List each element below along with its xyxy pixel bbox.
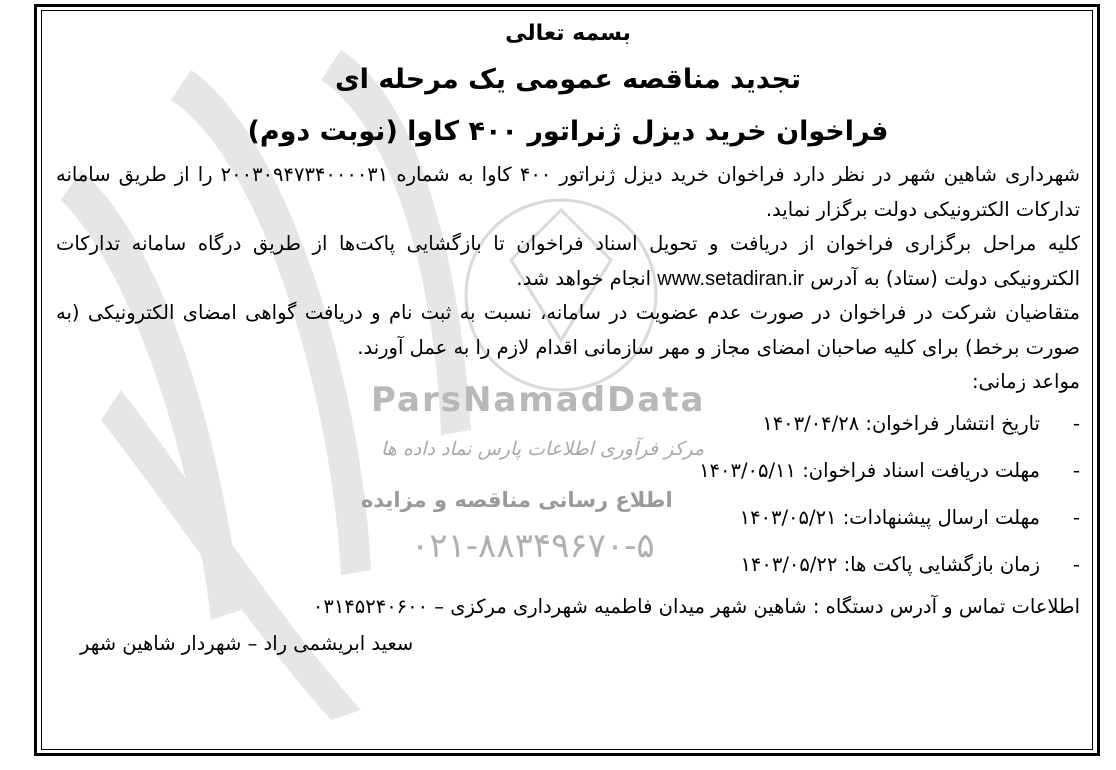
intro-paragraph: شهرداری شاهین شهر در نظر دارد فراخوان خرید دیزل ژنراتور ۴۰۰ کاوا به شماره ۲۰۰۳۰۹۴۷۳۴۰۰۰۰۳۱ را از طریق سامانه تدارکات الکترونیکی دولت برگزار نماید.: [56, 163, 1080, 221]
watermark-brand: ParsNamadData: [371, 380, 706, 420]
process-paragraph: [56, 227, 1080, 296]
signature: سعید ابریشمی راد – شهردار شاهین شهر: [80, 631, 414, 655]
list-dash: -: [1072, 552, 1080, 576]
deadlines-heading: مواعد زمانی:: [971, 370, 1080, 393]
bismillah-heading: بسمه تعالی: [505, 21, 631, 46]
deadlines-list: [56, 400, 1080, 588]
list-dash: -: [1072, 505, 1080, 529]
tender-title: فراخوان خرید دیزل ژنراتور ۴۰۰ کاوا (نوبت دوم): [247, 116, 889, 147]
process-text: کلیه مراحل برگزاری فراخوان از دریافت و تحویل اسناد فراخوان تا بازگشایی پاکت‌ها از طریق درگاه سامانه تدارکات الکترونیکی دولت (ستاد) به آدرس: [56, 232, 1080, 290]
setad-link[interactable]: www.setadiran.ir: [657, 267, 805, 290]
watermark-line1: مرکز فرآوری اطلاعات پارس نماد داده ها: [381, 438, 705, 460]
deadline-item: [56, 447, 1080, 494]
deadline-text: تاریخ انتشار فراخوان: ۱۴۰۳/۰۴/۲۸: [762, 411, 1040, 435]
list-dash: -: [1072, 411, 1080, 435]
watermark-line2: اطلاع رسانی مناقصه و مزایده: [361, 488, 673, 512]
signature-block: [56, 626, 1080, 662]
deadline-item: [56, 494, 1080, 541]
list-dash: -: [1072, 458, 1080, 482]
process-text-end: انجام خواهد شد.: [516, 266, 652, 290]
deadline-item: [56, 541, 1080, 588]
deadline-item: [56, 400, 1080, 447]
notice-content: [56, 14, 1080, 662]
tender-subtitle: تجدید مناقصه عمومی یک مرحله ای: [334, 64, 802, 95]
registration-paragraph: متقاضیان شرکت در فراخوان در صورت عدم عضویت در سامانه، نسبت به ثبت نام و دریافت گواهی امضای الکترونیکی (به صورت برخط) برای کلیه صاحبان امضای مجاز و مهر سازمانی اقدام لازم را به عمل آورند.: [56, 301, 1080, 359]
contact-info: اطلاعات تماس و آدرس دستگاه : شاهین شهر میدان فاطمیه شهرداری مرکزی – ۰۳۱۴۵۲۴۰۶۰۰: [312, 594, 1080, 618]
watermark-phone: ۰۲۱-۸۸۳۴۹۶۷۰-۵: [411, 526, 655, 566]
deadline-text: مهلت دریافت اسناد فراخوان: ۱۴۰۳/۰۵/۱۱: [699, 458, 1040, 482]
deadline-text: مهلت ارسال پیشنهادات: ۱۴۰۳/۰۵/۲۱: [739, 505, 1040, 529]
deadline-text: زمان بازگشایی پاکت ها: ۱۴۰۳/۰۵/۲۲: [740, 552, 1040, 576]
